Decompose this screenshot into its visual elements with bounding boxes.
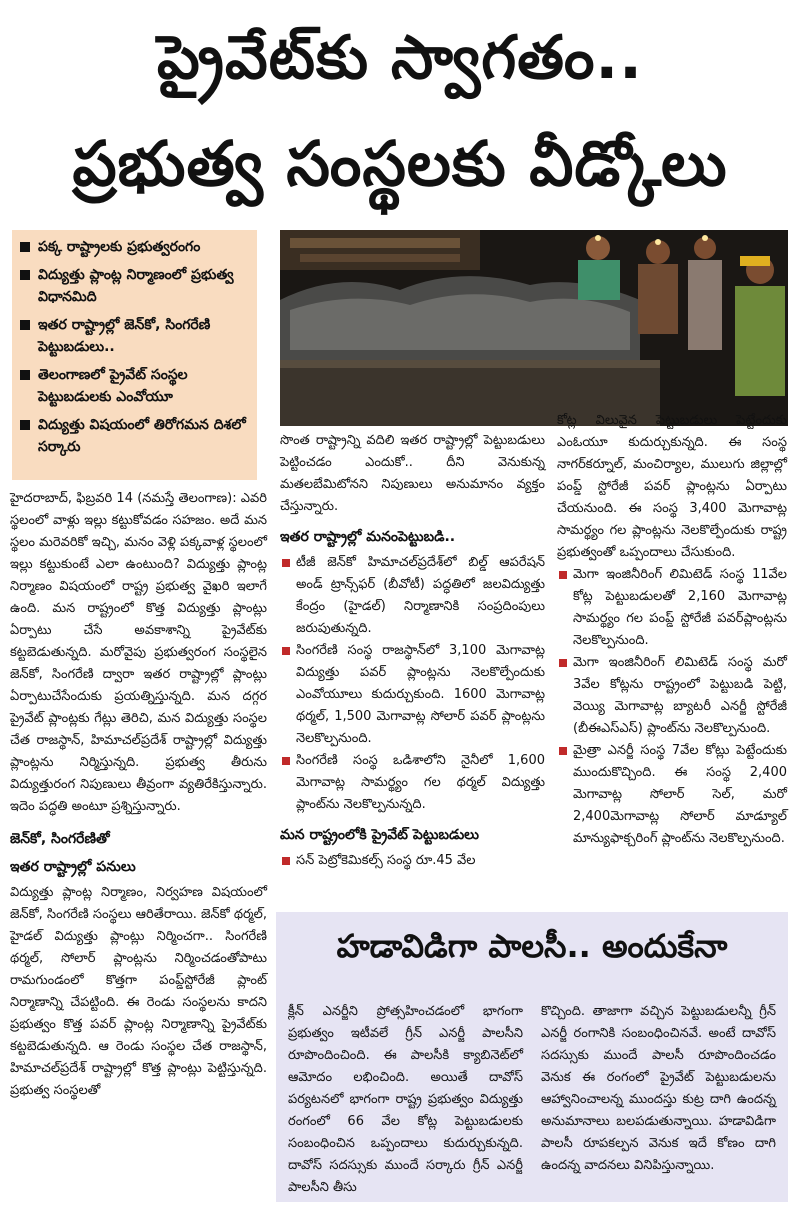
article-column-2	[280, 430, 545, 872]
policy-paragraph-right: కొచ్చింది. తాజాగా వచ్చిన పెట్టుబడులన్నీ గ్రీన్ ఎనర్జీ రంగానికి సంబంధించినవే. అంటే దావోస్ సదస్సుకు ముందే పాలసీ రూపొందించడం వెనుక ఈ రంగంలో ప్రైవేట్ పెట్టుబడులను ఆహ్వానించాలన్న ముందస్తు కుట్ర దాగి ఉందన్న అనుమానాలు బలపడుతున్నాయి. హడావిడిగా పాలసీ రూపకల్పన వెనుక ఇదే కోణం దాగి ఉందన్న వాదనలు వినిపిస్తున్నాయి.	[541, 1004, 776, 1173]
highlights-box	[12, 230, 257, 480]
article-column-1	[10, 488, 267, 1102]
photo-illustration	[280, 230, 788, 426]
bullet-square-icon	[559, 659, 567, 667]
article-column-3	[557, 410, 787, 850]
subhead-investment-other-states: ఇతర రాష్ట్రాల్లో మనంపెట్టుబడి..	[280, 529, 456, 545]
highlight-item: విద్యుత్తు విషయంలో తిరోగమన దిశలో సర్కారు	[20, 414, 249, 458]
list-item: సింగరేణి సంస్థ రాజస్థాన్‌లో 3,100 మెగావాట్ల విద్యుత్తు పవర్ ప్లాంట్లను నెలకొల్పేందుకు ఎంవోయూలు కుదుర్చుకుంది. 1600 మెగావాట్ల థర్మల్, 1,500 మెగావాట్ల సోలార్ పవర్ ప్లాంట్లను నెలకొల్పనుంది.	[280, 640, 545, 750]
highlight-item: తెలంగాణలో ప్రైవేట్ సంస్థల పెట్టుబడులకు ఎంవోయూ	[20, 364, 249, 408]
policy-sidebar-box	[276, 912, 788, 1202]
intro-paragraph: హైదరాబాద్, ఫిబ్రవరి 14 (నమస్తే తెలంగాణ): ఎవరి స్థలంలో వాళ్లు ఇల్లు కట్టుకోవడం సహజం. అదే మన స్థలం మరెవరికో ఇచ్చి, మనం వెళ్లి పక్కవాళ్ల స్థలంలో ఇల్లు కట్టుకుంటే ఎలా ఉంటుంది? విద్యుత్తు ప్లాంట్ల నిర్మాణం విషయంలో రాష్ట్ర ప్రభుత్వ వైఖరి ఇలాగే ఉంది. మన రాష్ట్రంలో కొత్త విద్యుత్తు ప్లాంట్లు ఏర్పాటు చేసే అవకాశాన్ని ప్రైవేట్‌కు కట్టబెడుతున్నది. మరోవైపు ప్రభుత్వరంగ సంస్థలైన జెన్‌కో, సింగరేణి ద్వారా ఇతర రాష్ట్రాల్లో ప్లాంట్లు ఏర్పాటుచేసేందుకు ప్రయత్నిస్తున్నది. మన దగ్గర ప్రైవేట్ ప్లాంట్లకు గేట్లు తెరిచి, మన విద్యుత్తు సంస్థల చేత రాజస్థాన్, హిమాచల్‌ప్రదేశ్ రాష్ట్రాల్లో విద్యుత్తు ప్లాంట్లను నిర్మిస్తున్నది. ప్రభుత్వ తీరును విద్యుత్తురంగ నిపుణులు తీవ్రంగా వ్యతిరేకిస్తున్నారు. ఇదెం పద్ధతి అంటూ ప్రశ్నిస్తున్నారు.	[10, 491, 267, 814]
bullet-square-icon	[20, 420, 30, 430]
list-item: సింగరేణి సంస్థ ఒడిశాలోని నైనీలో 1,600 మెగావాట్ల సామర్థ్యం గల థర్మల్ విద్యుత్తు ప్లాంట్‌ను నెలకొల్పనున్నది.	[280, 750, 545, 816]
bullet-square-icon	[20, 270, 30, 280]
headline-line-2: ప్రభుత్వ సంస్థలకు వీడ్కోలు	[72, 127, 728, 200]
bullet-square-icon	[20, 370, 30, 380]
list-item: సన్ పెట్రోకెమికల్స్ సంస్థ రూ.45 వేల	[280, 850, 545, 872]
bullet-square-icon	[20, 242, 30, 252]
policy-paragraph-left: క్లీన్ ఎనర్జీని ప్రోత్సహించడంలో భాగంగా ప్రభుత్వం ఇటీవలే గ్రీన్ ఎనర్జీ పాలసీని రూపొందించింది. ఈ పాలసీకి క్యాబినెట్‌లో ఆమోదం లభించింది. అయితే దావోస్ పర్యటనలో భాగంగా రాష్ట్ర ప్రభుత్వం విద్యుత్తు రంగంలో 66 వేల కోట్ల పెట్టుబడులకు సంబంధించిన ఒప్పందాలు కుదుర్చుకున్నది. దావోస్ సదస్సుకు ముందే సర్కారు గ్రీన్ ఎనర్జీ పాలసీని తీసు	[288, 1004, 523, 1195]
bullet-square-icon	[282, 559, 290, 567]
subhead-private-investments: మన రాష్ట్రంలోకి ప్రైవేట్ పెట్టుబడులు	[280, 827, 479, 843]
paragraph: విద్యుత్తు ప్లాంట్ల నిర్మాణం, నిర్వహణ విషయంలో జెన్‌కో, సింగరేణి సంస్థలు ఆరితేరాయి. జెన్‌కో థర్మల్, హైడల్ విద్యుత్తు ప్లాంట్లు నిర్మించగా.. సింగరేణి థర్మల్, సోలార్ ప్లాంట్లను నిర్మించడంతోపాటు రామగుండంలో కొత్తగా పంప్డ్‌స్టోరేజీ ప్లాంట్ నిర్మాణాన్ని చేపట్టింది. ఈ రెండు సంస్థలను కాదని ప్రభుత్వం కొత్త పవర్ ప్లాంట్ల నిర్మాణాన్ని ప్రైవేట్‌కు కట్టబెడుతున్నది. ఆ రెండు సంస్థల చేత రాజస్థాన్, హిమాచల్‌ప్రదేశ్ రాష్ట్రాల్లో కొత్త ప్లాంట్లు పెట్టిస్తున్నది. ప్రభుత్వ సంస్థలతో	[10, 885, 267, 1098]
highlight-item: ఇతర రాష్ట్రాల్లో జెన్‌కో, సింగరేణి పెట్టుబడులు..	[20, 314, 249, 358]
bullet-square-icon	[282, 857, 290, 865]
paragraph: సొంత రాష్ట్రాన్ని వదిలి ఇతర రాష్ట్రాల్లో పెట్టుబడులు పెట్టించడం ఎందుకో.. దీని వెనుకున్న మతలబేమిటోనని నిపుణులు అనుమానం వ్యక్తం చేస్తున్నారు.	[280, 433, 545, 514]
list-item: మెగా ఇంజినీరింగ్ లిమిటెడ్ సంస్థ మరో 3వేల కోట్లను రాష్ట్రంలో పెట్టుబడి పెట్టి, వెయ్యి మెగావాట్ల బ్యాటరీ ఎనర్జీ స్టోరేజీ (బీఈఎస్ఎస్) ప్లాంట్‌ను నెలకొల్పనుంది.	[557, 652, 787, 740]
bullet-square-icon	[282, 757, 290, 765]
highlight-item: పక్క రాష్ట్రాలకు ప్రభుత్వరంగం	[20, 236, 249, 258]
subhead-other-states-works: ఇతర రాష్ట్రాల్లో పనులు	[10, 859, 136, 875]
bullet-square-icon	[20, 320, 30, 330]
list-item: టీజీ జెన్‌కో హిమాచల్‌ప్రదేశ్‌లో బిల్డ్ ఆపరేషన్ అండ్ ట్రాన్స్‌ఫర్ (బీవోటీ) పద్ధతిలో జలవిద్యుత్తు కేంద్రం (హైడల్) నిర్మాణానికి సంప్రదింపులు జరుపుతున్నది.	[280, 552, 545, 640]
bullet-square-icon	[282, 647, 290, 655]
bullet-square-icon	[559, 747, 567, 755]
subhead-genco-singareni: జెన్‌కో, సింగరేణితో	[10, 831, 110, 847]
headline-line-1: ప్రైవేట్‌కు స్వాగతం..	[157, 23, 643, 93]
policy-box-title: హడావిడిగా పాలసీ.. అందుకేనా	[336, 927, 728, 965]
highlight-item: విద్యుత్తు ప్లాంట్ల నిర్మాణంలో ప్రభుత్వ విధానమిది	[20, 264, 249, 308]
bullet-square-icon	[559, 571, 567, 579]
paragraph: కోట్ల విలువైన పెట్టుబడులు పెట్టేందుకు ఎంఓయూ కుదుర్చుకున్నది. ఈ సంస్థ నాగర్‌కర్నూల్, మంచిర్యాల, ములుగు జిల్లాల్లో పంప్డ్ స్టోరేజీ పవర్ ప్లాంట్లను ఏర్పాటు చేయనుంది. ఈ సంస్థ 3,400 మెగావాట్ల సామర్థ్యం గల ప్లాంట్లను నెలకొల్పేందుకు రాష్ట్ర ప్రభుత్వంతో ఒప్పందాలు చేసుకుంది.	[557, 413, 787, 560]
list-item: మెగా ఇంజినీరింగ్ లిమిటెడ్ సంస్థ 11వేల కోట్ల పెట్టుబడులతో 2,160 మెగావాట్ల సామర్థ్యం గల పంప్డ్ స్టోరేజీ పవర్‌ప్లాంట్లను నెలకొల్పనుంది.	[557, 564, 787, 652]
headline	[0, 0, 800, 222]
list-item: మైత్రా ఎనర్జీ సంస్థ 7వేల కోట్లు పెట్టేందుకు ముందుకొచ్చింది. ఈ సంస్థ 2,400 మెగావాట్ల సోలార్ సెల్, మరో 2,400మెగావాట్ల సోలార్ మాడ్యూల్ మాన్యుఫాక్చరింగ్ ప్లాంట్‌ను నెలకొల్పనుంది.	[557, 740, 787, 850]
news-photo-coal-miners	[280, 230, 788, 426]
